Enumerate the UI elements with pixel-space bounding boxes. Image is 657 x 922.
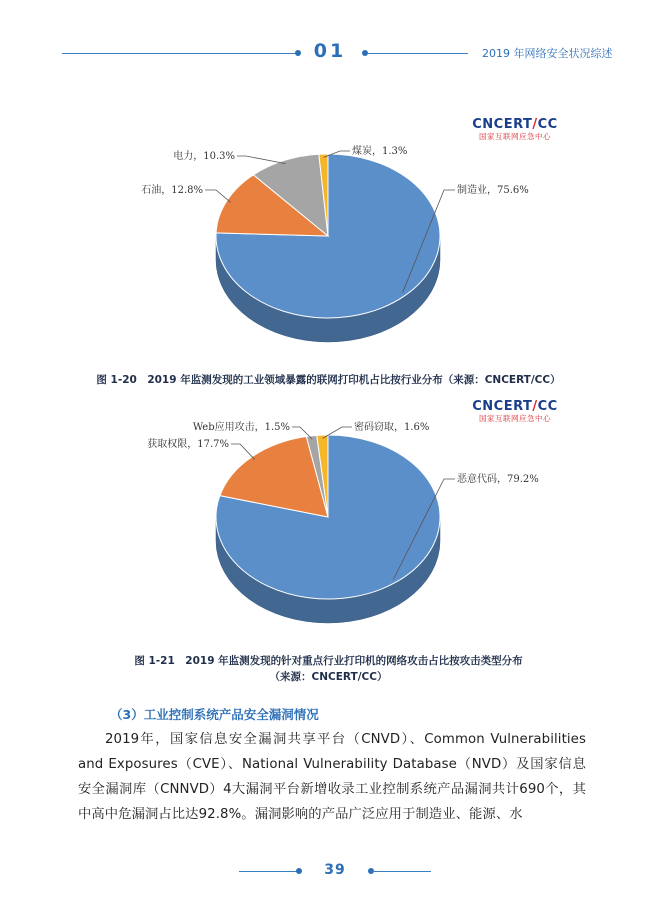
section-heading: （3）工业控制系统产品安全漏洞情况 [110, 707, 319, 722]
figure-1-21-caption-line2: （来源：CNCERT/CC） [269, 671, 388, 683]
running-title: 2019 年网络安全状况综述 [482, 47, 613, 60]
logo-text-main: CNCERT [472, 117, 533, 132]
pie2-data-label-3: 密码窃取，1.6% [354, 422, 430, 433]
logo2-text-cc: CC [537, 399, 558, 414]
pie1-data-label-1: 石油，12.8% [141, 185, 203, 196]
pie1-data-label-2: 电力，10.3% [173, 151, 235, 162]
pie2-data-label-0: 恶意代码，79.2% [457, 474, 539, 485]
pie1-data-label-0: 制造业，75.6% [457, 185, 529, 196]
page-number: 39 [324, 862, 346, 878]
pie1-data-label-3: 煤炭，1.3% [352, 146, 408, 157]
figure-1-21-caption-line1: 图 1-21 2019 年监测发现的针对重点行业打印机的网络攻击占比按攻击类型分布 [134, 655, 523, 667]
logo2-subtitle: 国家互联网应急中心 [479, 414, 551, 423]
body-paragraph: 2019年，国家信息安全漏洞共享平台（CNVD）、Common Vulnerabilities and Exposures（CVE）、National Vulnerability Database（NVD）及国家信息安全漏洞库（CNNVD）4大漏洞平台新增收录工业控制系统产品漏洞共计690个，其中高中危漏洞占比达92.8%。漏洞影响的产品广泛应用于制造业、能源、水 [78, 732, 586, 822]
pie2-data-label-1: 获取权限，17.7% [147, 439, 229, 450]
chapter-number: 01 [313, 40, 347, 62]
footer-rule-right [371, 871, 431, 872]
logo2-text-slash: / [532, 399, 538, 414]
pie2-data-label-2: Web应用攻击，1.5% [192, 422, 290, 433]
figure-1-20-caption: 图 1-20 2019 年监测发现的工业领域暴露的联网打印机占比按行业分布（来源：CNCERT/CC） [96, 374, 561, 386]
logo-subtitle: 国家互联网应急中心 [479, 132, 551, 141]
footer-rule-left [239, 871, 299, 872]
logo2-text-main: CNCERT [472, 399, 533, 414]
figure-1-21-caption [0, 653, 657, 685]
logo-text-cc: CC [537, 117, 558, 132]
logo-text-slash: / [532, 117, 538, 132]
